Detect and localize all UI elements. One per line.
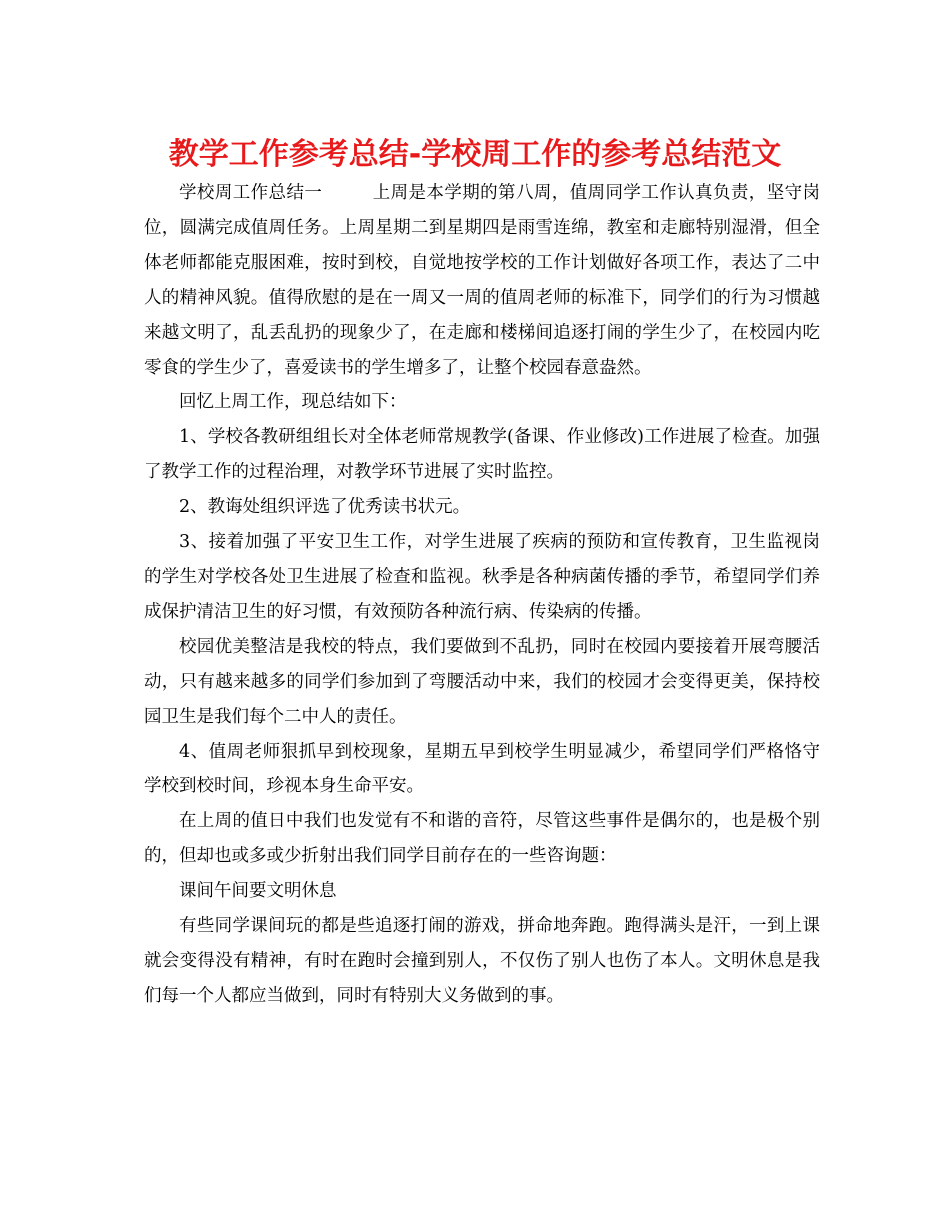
paragraph-5: 3、接着加强了平安卫生工作，对学生进展了疾病的预防和宣传教育，卫生监视岗的学生对学校各处卫生进展了检查和监视。秋季是各种病菌传播的季节，希望同学们养成保护清洁卫生的好习惯，有效预防各种流行病、传染病的传播。 bbox=[144, 532, 820, 622]
intro-heading: 学校周工作总结一 bbox=[179, 183, 323, 203]
paragraph-8: 在上周的值日中我们也发觉有不和谐的音符，尽管这些事件是偶尔的，也是极个别的，但却也或多或少折射出我们同学目前存在的一些咨询题： bbox=[144, 811, 820, 867]
section-heading: 课间午间要文明休息 bbox=[179, 881, 337, 902]
paragraph-2: 回忆上周工作，现总结如下： bbox=[179, 392, 407, 413]
paragraph-1-text: 上周是本学期的第八周，值周同学工作认真负责，坚守岗位，圆满完成值周任务。上周星期二到星期四是雨雪连绵，教室和走廊特别湿滑，但全体老师都能克服困难，按时到校，自觉地按学校的工作计划做好各项工作，表达了二中人的精神风貌。值得欣慰的是在一周又一周的值周老师的标准下，同学们的行为习惯越来越文明了，乱丢乱扔的现象少了，在走廊和楼梯间追逐打闹的学生少了，在校园内吃零食的学生少了，喜爱读书的学生增多了，让整个校园春意盎然。 bbox=[144, 183, 821, 378]
paragraph-7: 4、值周老师狠抓早到校现象，星期五早到校学生明显减少，希望同学们严格恪守学校到校时间，珍视本身生命平安。 bbox=[144, 741, 820, 797]
paragraph-4: 2、教诲处组织评选了优秀读书状元。 bbox=[179, 497, 471, 518]
paragraph-1 bbox=[144, 176, 820, 385]
document-title: 教学工作参考总结-学校周工作的参考总结范文 bbox=[168, 137, 782, 172]
paragraph-6: 校园优美整洁是我校的特点，我们要做到不乱扔，同时在校园内要接着开展弯腰活动，只有越来越多的同学们参加到了弯腰活动中来，我们的校园才会变得更美，保持校园卫生是我们每个二中人的责任。 bbox=[144, 636, 820, 727]
paragraph-3: 1、学校各教研组组长对全体老师常规教学(备课、作业修改)工作进展了检查。加强了教学工作的过程治理，对教学环节进展了实时监控。 bbox=[144, 427, 820, 483]
document-body bbox=[144, 176, 820, 1014]
paragraph-10: 有些同学课间玩的都是些追逐打闹的游戏，拼命地奔跑。跑得满头是汗，一到上课就会变得没有精神，有时在跑时会撞到别人，不仅伤了别人也伤了本人。文明休息是我们每一个人都应当做到，同时有特别大义务做到的事。 bbox=[144, 916, 820, 1006]
